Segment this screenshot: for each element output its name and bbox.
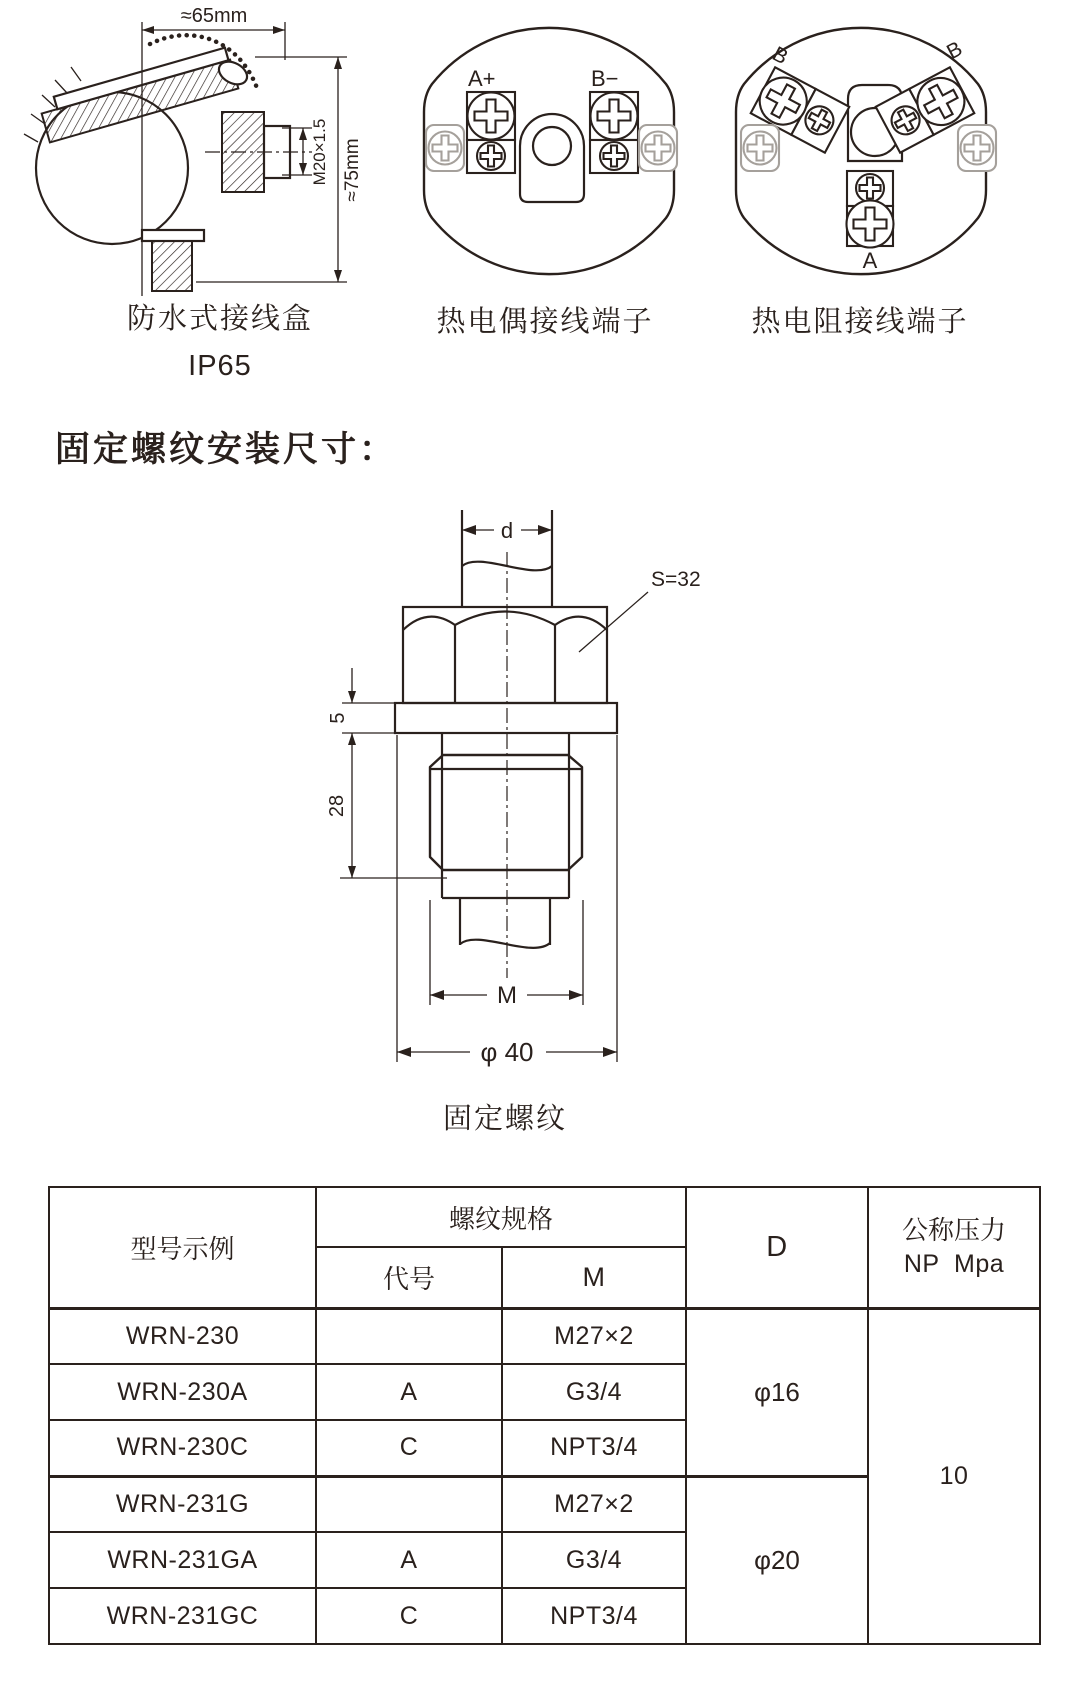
header-model: 型号示例 bbox=[49, 1187, 316, 1308]
table-row bbox=[49, 1308, 1040, 1364]
code-cell bbox=[316, 1476, 502, 1532]
d-value-group1: φ16 bbox=[686, 1308, 868, 1476]
code-cell: C bbox=[316, 1420, 502, 1476]
thread-spec-table bbox=[48, 1186, 1041, 1645]
terminal-b-minus-label: B− bbox=[591, 66, 619, 91]
section-title: 固定螺纹安装尺寸： bbox=[55, 430, 398, 469]
header-pressure bbox=[868, 1187, 1040, 1308]
m-cell: G3/4 bbox=[502, 1364, 686, 1420]
dim-s-label: S=32 bbox=[651, 568, 701, 591]
code-cell bbox=[316, 1308, 502, 1364]
dim-width-label: ≈65mm bbox=[180, 5, 248, 27]
rtd-terminal-drawing bbox=[736, 28, 996, 274]
d-value-group2: φ20 bbox=[686, 1476, 868, 1644]
dim-flange-label: 5 bbox=[327, 712, 349, 724]
model-cell: WRN-231G bbox=[49, 1476, 316, 1532]
fixing-thread-caption: 固定螺纹 bbox=[442, 1103, 567, 1135]
np-value: 10 bbox=[868, 1308, 1040, 1644]
dim-height-label: ≈75mm bbox=[342, 138, 363, 202]
ip-rating: IP65 bbox=[188, 350, 252, 382]
m-cell: M27×2 bbox=[502, 1476, 686, 1532]
m-cell: NPT3/4 bbox=[502, 1420, 686, 1476]
header-code: 代号 bbox=[316, 1247, 502, 1308]
thermocouple-terminal-drawing bbox=[424, 28, 677, 274]
fixing-thread-drawing bbox=[0, 460, 1080, 1085]
header-pressure-line1: 公称压力 bbox=[901, 1214, 1006, 1245]
dim-thread-label: M20×1.5 bbox=[310, 118, 329, 186]
rtd-caption: 热电阻接线端子 bbox=[751, 306, 969, 338]
terminal-b-left-label: B bbox=[768, 42, 792, 70]
header-d: D bbox=[686, 1187, 868, 1308]
dim-dia-label: φ 40 bbox=[480, 1037, 534, 1067]
m-cell: M27×2 bbox=[502, 1308, 686, 1364]
model-cell: WRN-230C bbox=[49, 1420, 316, 1476]
model-cell: WRN-230A bbox=[49, 1364, 316, 1420]
junction-box-drawing bbox=[24, 5, 363, 296]
junction-box-caption-text: 防水式接线盒 bbox=[126, 303, 313, 335]
terminal-b-right-label: B bbox=[943, 37, 967, 65]
m-cell: NPT3/4 bbox=[502, 1588, 686, 1644]
dim-hex-label: 28 bbox=[326, 794, 348, 818]
model-cell: WRN-231GC bbox=[49, 1588, 316, 1644]
header-m: M bbox=[502, 1247, 686, 1308]
model-cell: WRN-230 bbox=[49, 1308, 316, 1364]
code-cell: C bbox=[316, 1588, 502, 1644]
header-thread-spec: 螺纹规格 bbox=[316, 1187, 686, 1247]
thermocouple-caption: 热电偶接线端子 bbox=[436, 306, 654, 338]
terminal-a-plus-label: A+ bbox=[468, 66, 496, 91]
code-cell: A bbox=[316, 1364, 502, 1420]
code-cell: A bbox=[316, 1532, 502, 1588]
header-pressure-line2: NP Mpa bbox=[903, 1249, 1005, 1278]
m-cell: G3/4 bbox=[502, 1532, 686, 1588]
dim-d-label: d bbox=[500, 518, 514, 543]
terminal-a-label: A bbox=[862, 248, 878, 273]
dim-m-label: M bbox=[497, 982, 517, 1009]
model-cell: WRN-231GA bbox=[49, 1532, 316, 1588]
